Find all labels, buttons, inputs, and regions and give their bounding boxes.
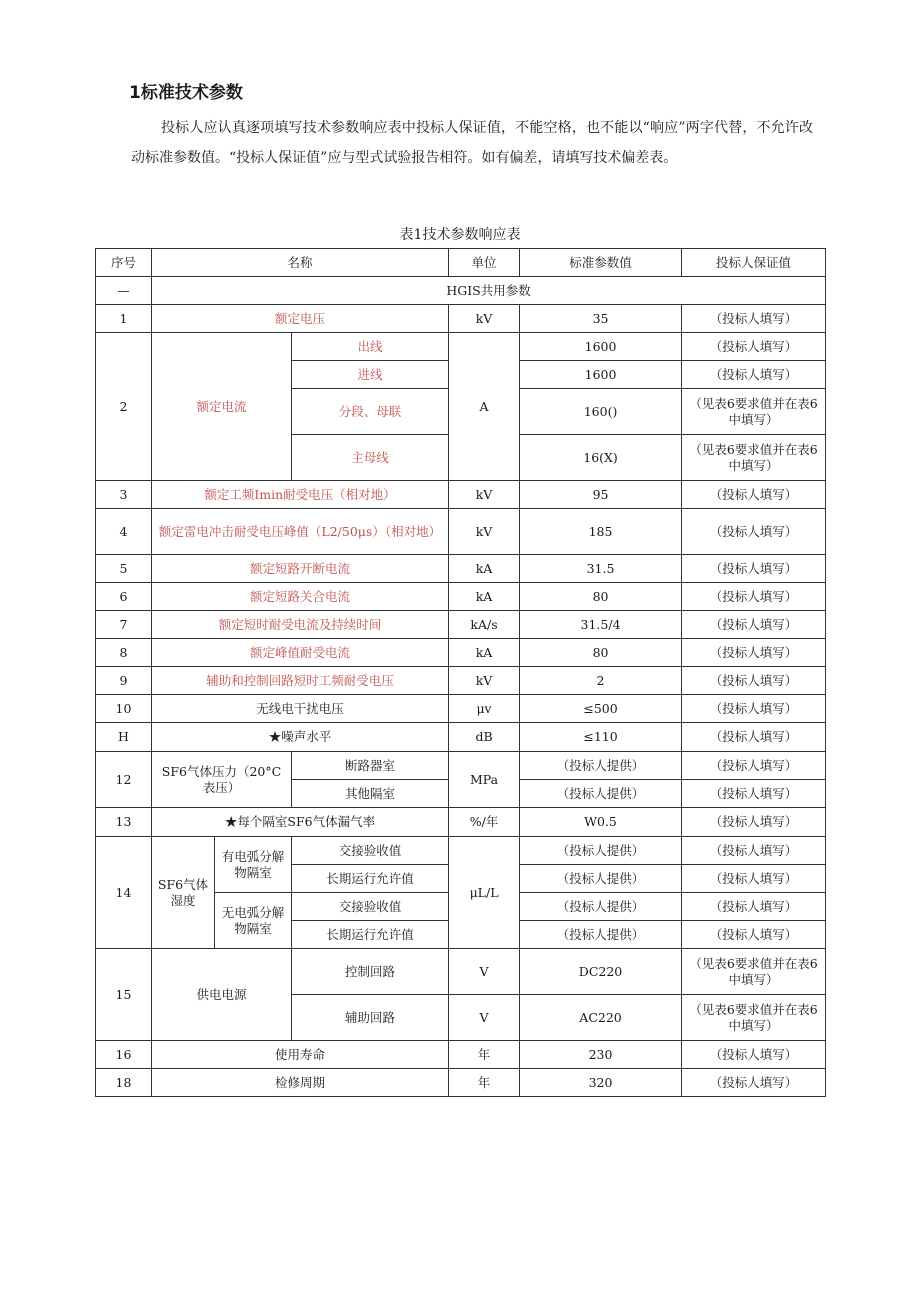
row-std: 16(X): [520, 435, 682, 481]
row-unit: 年: [449, 1041, 520, 1069]
row-unit: kA: [449, 555, 520, 583]
row-std: 95: [520, 481, 682, 509]
row-name: 额定短时耐受电流及持续时间: [152, 611, 449, 639]
row-std: DC220: [520, 949, 682, 995]
row-bid: （投标人填写）: [682, 1041, 826, 1069]
row-name: 额定工频Imin耐受电压（相对地）: [152, 481, 449, 509]
table-row: [96, 639, 826, 667]
row-bid: （投标人填写）: [682, 1069, 826, 1097]
row-unit: V: [449, 949, 520, 995]
row-no: 12: [96, 752, 152, 808]
row-no: 7: [96, 611, 152, 639]
row-std: ≤110: [520, 723, 682, 752]
row-bid: （投标人填写）: [682, 639, 826, 667]
header-no: 序号: [96, 249, 152, 277]
row-no: 9: [96, 667, 152, 695]
header-std: 标准参数值: [520, 249, 682, 277]
row-unit: dB: [449, 723, 520, 752]
sub-name: 长期运行允许值: [292, 865, 449, 893]
row-bid: （见表6要求值并在表6中填写）: [682, 389, 826, 435]
row-bid: （投标人填写）: [682, 583, 826, 611]
header-row: [96, 249, 826, 277]
spec-table: [95, 248, 826, 1097]
row-unit: kA: [449, 583, 520, 611]
row-std: （投标人提供）: [520, 780, 682, 808]
row-std: 160(): [520, 389, 682, 435]
header-name: 名称: [152, 249, 449, 277]
row-unit: kA/s: [449, 611, 520, 639]
row-bid: （投标人填写）: [682, 723, 826, 752]
row-bid: （投标人填写）: [682, 481, 826, 509]
table-caption: 表1技术参数响应表: [399, 227, 521, 243]
row-std: 320: [520, 1069, 682, 1097]
row-unit: %/年: [449, 808, 520, 837]
row-unit: 年: [449, 1069, 520, 1097]
sub-name: 进线: [292, 361, 449, 389]
row-bid: （投标人填写）: [682, 555, 826, 583]
table-row: [96, 305, 826, 333]
row-name: 供电电源: [152, 949, 292, 1041]
sub-name: 交接验收值: [292, 893, 449, 921]
row-std: （投标人提供）: [520, 752, 682, 780]
sub-name: 主母线: [292, 435, 449, 481]
row-name: 额定短路开断电流: [152, 555, 449, 583]
table-row: [96, 583, 826, 611]
row-unit: μL/L: [449, 837, 520, 949]
row-no: 4: [96, 509, 152, 555]
table-row: [96, 949, 826, 995]
row-bid: （投标人填写）: [682, 780, 826, 808]
row-std: （投标人提供）: [520, 837, 682, 865]
row-no: 15: [96, 949, 152, 1041]
table-row: [96, 752, 826, 780]
row-name: 无线电干扰电压: [152, 695, 449, 723]
row-unit: kV: [449, 509, 520, 555]
row-name: 额定电流: [152, 333, 292, 481]
row-bid: （投标人填写）: [682, 667, 826, 695]
row-no: 2: [96, 333, 152, 481]
row-std: 1600: [520, 333, 682, 361]
row-unit: kV: [449, 305, 520, 333]
table-row: [96, 1069, 826, 1097]
row-bid: （见表6要求值并在表6中填写）: [682, 435, 826, 481]
row-name: SF6气体湿度: [152, 837, 215, 949]
row-std: 31.5/4: [520, 611, 682, 639]
row-std: （投标人提供）: [520, 893, 682, 921]
table-row: [96, 611, 826, 639]
row-no: 18: [96, 1069, 152, 1097]
intro-paragraph: 投标人应认真逐项填写技术参数响应表中投标人保证值，不能空格，也不能以“响应”两字代替，不允许改动标准参数值。“投标人保证值”应与型式试验报告相符。如有偏差，请填写技术偏差表。: [131, 120, 813, 166]
row-bid: （投标人填写）: [682, 921, 826, 949]
table-row: [96, 481, 826, 509]
row-no: 6: [96, 583, 152, 611]
row-std: AC220: [520, 995, 682, 1041]
sub-name: 辅助回路: [292, 995, 449, 1041]
row-name: 额定短路关合电流: [152, 583, 449, 611]
table-row: [96, 667, 826, 695]
hgis-row: [96, 277, 826, 305]
row-std: 35: [520, 305, 682, 333]
row-unit: A: [449, 333, 520, 481]
row-unit: μv: [449, 695, 520, 723]
row-no: 3: [96, 481, 152, 509]
table-row: [96, 509, 826, 555]
table-row: [96, 723, 826, 752]
row-bid: （投标人填写）: [682, 611, 826, 639]
row-unit: V: [449, 995, 520, 1041]
row-bid: （投标人填写）: [682, 509, 826, 555]
table-row: [96, 1041, 826, 1069]
row-bid: （投标人填写）: [682, 865, 826, 893]
row-name: ★噪声水平: [152, 723, 449, 752]
row-unit: MPa: [449, 752, 520, 808]
row-no: 16: [96, 1041, 152, 1069]
sub-name: 交接验收值: [292, 837, 449, 865]
row-unit: kV: [449, 481, 520, 509]
row-no: H: [96, 723, 152, 752]
row-no: 1: [96, 305, 152, 333]
row-no: —: [96, 277, 152, 305]
table-row: [96, 695, 826, 723]
row-no: 13: [96, 808, 152, 837]
table-row: [96, 555, 826, 583]
row-bid: （见表6要求值并在表6中填写）: [682, 995, 826, 1041]
row-bid: （投标人填写）: [682, 305, 826, 333]
row-bid: （见表6要求值并在表6中填写）: [682, 949, 826, 995]
sub-name: 控制回路: [292, 949, 449, 995]
row-bid: （投标人填写）: [682, 361, 826, 389]
row-name: 额定电压: [152, 305, 449, 333]
row-name: 额定雷电冲击耐受电压峰值（L2/50μs）（相对地）: [152, 509, 449, 555]
row-std: （投标人提供）: [520, 865, 682, 893]
table-row: [96, 808, 826, 837]
table-row: [96, 333, 826, 361]
row-bid: （投标人填写）: [682, 752, 826, 780]
row-bid: （投标人填写）: [682, 893, 826, 921]
row-std: 185: [520, 509, 682, 555]
header-unit: 单位: [449, 249, 520, 277]
row-unit: kA: [449, 639, 520, 667]
row-std: 80: [520, 583, 682, 611]
row-no: 14: [96, 837, 152, 949]
group-name: 无电弧分解物隔室: [215, 893, 292, 949]
row-bid: （投标人填写）: [682, 808, 826, 837]
row-std: ≤500: [520, 695, 682, 723]
row-no: 10: [96, 695, 152, 723]
row-name: 检修周期: [152, 1069, 449, 1097]
row-std: 1600: [520, 361, 682, 389]
row-bid: （投标人填写）: [682, 837, 826, 865]
row-name: SF6气体压力（20°C表压）: [152, 752, 292, 808]
row-name: 额定峰值耐受电流: [152, 639, 449, 667]
sub-name: 其他隔室: [292, 780, 449, 808]
row-std: 80: [520, 639, 682, 667]
row-bid: （投标人填写）: [682, 695, 826, 723]
row-std: （投标人提供）: [520, 921, 682, 949]
header-bid: 投标人保证值: [682, 249, 826, 277]
sub-name: 出线: [292, 333, 449, 361]
row-bid: （投标人填写）: [682, 333, 826, 361]
sub-name: 断路器室: [292, 752, 449, 780]
row-name: 辅助和控制回路短时工频耐受电压: [152, 667, 449, 695]
row-std: 31.5: [520, 555, 682, 583]
sub-name: 分段、母联: [292, 389, 449, 435]
hgis-title: HGIS共用参数: [152, 277, 826, 305]
group-name: 有电弧分解物隔室: [215, 837, 292, 893]
row-name: 使用寿命: [152, 1041, 449, 1069]
row-std: W0.5: [520, 808, 682, 837]
row-no: 5: [96, 555, 152, 583]
row-no: 8: [96, 639, 152, 667]
row-std: 2: [520, 667, 682, 695]
row-unit: kV: [449, 667, 520, 695]
section-title: 1标准技术参数: [129, 83, 243, 103]
table-row: [96, 837, 826, 865]
row-std: 230: [520, 1041, 682, 1069]
sub-name: 长期运行允许值: [292, 921, 449, 949]
row-name: ★每个隔室SF6气体漏气率: [152, 808, 449, 837]
